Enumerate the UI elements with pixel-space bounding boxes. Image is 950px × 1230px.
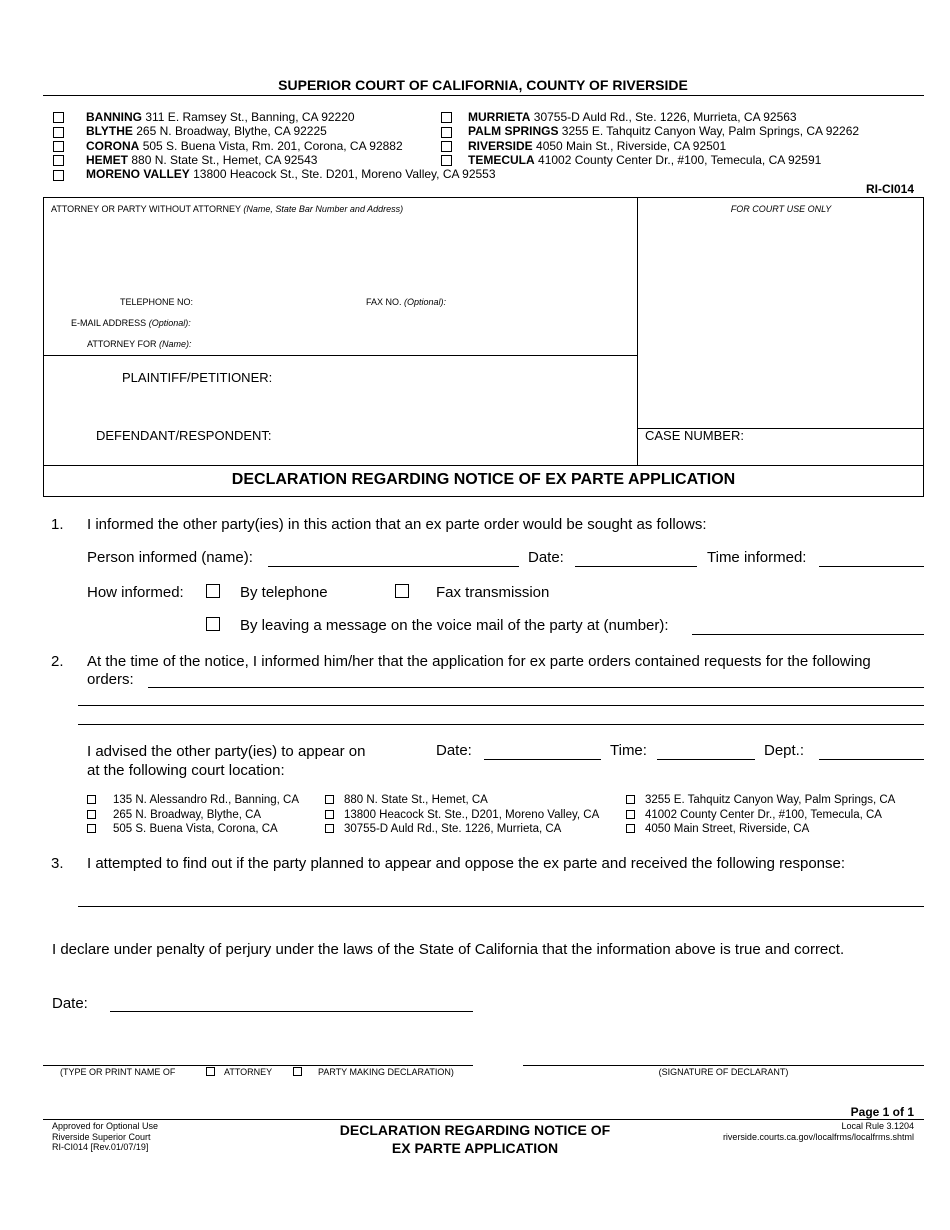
attorney-option-label: ATTORNEY bbox=[224, 1067, 273, 1077]
courthouse-right-0-checkbox[interactable] bbox=[441, 112, 452, 123]
courthouse-right-0-address: 30755-D Auld Rd., Ste. 1226, Murrieta, CA 92563 bbox=[533, 110, 797, 124]
case-number-label[interactable]: CASE NUMBER: bbox=[645, 428, 744, 443]
fax-label[interactable]: FAX NO. (Optional): bbox=[366, 297, 447, 307]
courthouse-left-1 bbox=[53, 124, 433, 138]
attorney-checkbox[interactable] bbox=[206, 1067, 215, 1076]
hearing-location-2-1-checkbox[interactable] bbox=[325, 810, 334, 819]
voicemail-checkbox[interactable] bbox=[206, 617, 220, 631]
signature-field[interactable] bbox=[523, 1065, 924, 1066]
hearing-date-field[interactable] bbox=[484, 759, 601, 760]
hearing-date-label: Date: bbox=[436, 742, 472, 759]
courthouse-left-1-checkbox[interactable] bbox=[53, 127, 64, 138]
print-name-label: (TYPE OR PRINT NAME OF bbox=[60, 1067, 176, 1077]
attorney-for-label[interactable]: ATTORNEY FOR (Name): bbox=[87, 339, 192, 349]
hearing-location-2-0-address: 880 N. State St., Hemet, CA bbox=[344, 794, 488, 806]
courthouse-left-2-checkbox[interactable] bbox=[53, 141, 64, 152]
dept-field[interactable] bbox=[819, 759, 924, 760]
courthouse-left-0 bbox=[53, 110, 433, 124]
courthouse-right-2-checkbox[interactable] bbox=[441, 141, 452, 152]
court-title: SUPERIOR COURT OF CALIFORNIA, COUNTY OF RIVERSIDE bbox=[278, 77, 688, 93]
footer-rule-ref: Local Rule 3.1204 riverside.courts.ca.gov/localfrms/localfrms.shtml bbox=[722, 1121, 914, 1142]
item2-number: 2. bbox=[51, 653, 64, 670]
hearing-location-3-2-checkbox[interactable] bbox=[626, 824, 635, 833]
hearing-location-3-2-address: 4050 Main Street, Riverside, CA bbox=[645, 823, 810, 835]
hearing-location-1-0 bbox=[87, 793, 299, 808]
courthouse-right-2 bbox=[441, 139, 921, 153]
hearing-location-3-0 bbox=[626, 793, 895, 808]
signature-label: (SIGNATURE OF DECLARANT) bbox=[658, 1067, 789, 1077]
time-informed-label: Time informed: bbox=[707, 549, 807, 566]
attorney-label: ATTORNEY OR PARTY WITHOUT ATTORNEY (Name, State Bar Number and Address) bbox=[51, 204, 404, 214]
hearing-location-1-2-checkbox[interactable] bbox=[87, 824, 96, 833]
courthouse-right-3-name: TEMECULA bbox=[468, 152, 535, 167]
hearing-location-2-2 bbox=[325, 822, 599, 837]
hearing-location-3-2 bbox=[626, 822, 895, 837]
courthouse-left-2 bbox=[53, 139, 433, 153]
hearing-location-1-1-checkbox[interactable] bbox=[87, 810, 96, 819]
page-number: Page 1 of 1 bbox=[850, 1105, 914, 1119]
courthouse-left-4-checkbox[interactable] bbox=[53, 170, 64, 181]
hearing-location-3-0-address: 3255 E. Tahquitz Canyon Way, Palm Springs, CA bbox=[645, 794, 896, 806]
courthouse-right-1-name: PALM SPRINGS bbox=[468, 124, 559, 139]
hearing-location-1-2 bbox=[87, 822, 299, 837]
approved-note: Approved for Optional Use Riverside Superior Court RI-CI014 [Rev.01/07/19] bbox=[52, 1121, 159, 1152]
email-label[interactable]: E-MAIL ADDRESS (Optional): bbox=[71, 318, 191, 328]
location-col-2 bbox=[325, 793, 599, 837]
declaration-date-field[interactable] bbox=[110, 1011, 473, 1012]
courthouse-right-0-name: MURRIETA bbox=[468, 110, 531, 124]
hearing-location-3-0-checkbox[interactable] bbox=[626, 795, 635, 804]
date-label: Date: bbox=[528, 549, 564, 566]
form-title: DECLARATION REGARDING NOTICE OF EX PARTE APPLICATION bbox=[231, 471, 736, 488]
hearing-time-label: Time: bbox=[610, 742, 647, 759]
voicemail-number-field[interactable] bbox=[692, 634, 924, 635]
telephone-label[interactable]: TELEPHONE NO: bbox=[120, 297, 194, 307]
hearing-location-2-2-checkbox[interactable] bbox=[325, 824, 334, 833]
item1-text: I informed the other party(ies) in this action that an ex parte order would be sought as follows: bbox=[87, 516, 707, 533]
courthouse-right-1-checkbox[interactable] bbox=[441, 127, 452, 138]
hearing-location-1-0-address: 135 N. Alessandro Rd., Banning, CA bbox=[113, 794, 300, 806]
orders-field-2[interactable] bbox=[78, 705, 924, 706]
advised-text: I advised the other party(ies) to appear on at the following court location: bbox=[87, 743, 366, 779]
hearing-time-field[interactable] bbox=[657, 759, 755, 760]
courthouse-right-2-name: RIVERSIDE bbox=[468, 138, 533, 153]
hearing-location-1-1 bbox=[87, 808, 299, 823]
hearing-location-2-1-address: 13800 Heacock St. Ste., D201, Moreno Valley, CA bbox=[344, 808, 600, 821]
time-informed-field[interactable] bbox=[819, 566, 924, 567]
item3-number: 3. bbox=[51, 855, 64, 872]
hearing-location-1-2-address: 505 S. Buena Vista, Corona, CA bbox=[113, 823, 278, 835]
courthouse-left-0-name: BANNING bbox=[86, 110, 142, 124]
hearing-location-2-0 bbox=[325, 793, 599, 808]
courthouse-left-2-name: CORONA bbox=[86, 138, 140, 153]
defendant-label[interactable]: DEFENDANT/RESPONDENT: bbox=[96, 428, 272, 443]
courthouse-left-0-checkbox[interactable] bbox=[53, 112, 64, 123]
date-field[interactable] bbox=[575, 566, 697, 567]
courthouse-left-3-checkbox[interactable] bbox=[53, 155, 64, 166]
party-option-label: PARTY MAKING DECLARATION) bbox=[318, 1067, 454, 1077]
courthouse-right-3 bbox=[441, 153, 921, 167]
courthouse-left-4-name: MORENO VALLEY bbox=[86, 167, 190, 182]
courthouse-right-2-address: 4050 Main St., Riverside, CA 92501 bbox=[536, 138, 727, 153]
telephone-option-label: By telephone bbox=[240, 584, 328, 601]
fax-option-label: Fax transmission bbox=[436, 584, 550, 601]
footer-rule bbox=[43, 1119, 924, 1120]
hearing-location-2-0-checkbox[interactable] bbox=[325, 795, 334, 804]
courthouse-right-1 bbox=[441, 124, 921, 138]
how-informed-label: How informed: bbox=[87, 584, 184, 601]
courthouse-left-3 bbox=[53, 153, 433, 167]
plaintiff-label[interactable]: PLAINTIFF/PETITIONER: bbox=[122, 370, 273, 385]
response-field[interactable] bbox=[78, 906, 924, 907]
footer-title: DECLARATION REGARDING NOTICE OF EX PARTE APPLICATION bbox=[339, 1122, 611, 1156]
courthouse-left-3-name: HEMET bbox=[86, 152, 128, 167]
courthouse-left-2-address: 505 S. Buena Vista, Rm. 201, Corona, CA 92882 bbox=[142, 138, 403, 153]
courthouse-left-1-address: 265 N. Broadway, Blythe, CA 92225 bbox=[136, 124, 327, 139]
location-col-3 bbox=[626, 793, 895, 837]
courthouse-left-4 bbox=[53, 167, 496, 182]
location-col-1 bbox=[87, 793, 299, 837]
item3-text: I attempted to find out if the party planned to appear and oppose the ex parte and received the following response: bbox=[87, 855, 846, 872]
hearing-location-3-1 bbox=[626, 808, 895, 823]
courthouse-right-0 bbox=[441, 110, 921, 124]
header-rule bbox=[43, 95, 924, 96]
courthouse-left-3-address: 880 N. State St., Hemet, CA 92543 bbox=[131, 152, 318, 167]
hearing-location-2-1 bbox=[325, 808, 599, 823]
telephone-checkbox[interactable] bbox=[206, 584, 220, 598]
form-id: RI-CI014 bbox=[865, 182, 914, 196]
courthouse-right-3-address: 41002 County Center Dr., #100, Temecula, CA 92591 bbox=[538, 152, 822, 167]
courthouse-left-4-address: 13800 Heacock St., Ste. D201, Moreno Valley, CA 92553 bbox=[193, 167, 496, 182]
party-checkbox[interactable] bbox=[293, 1067, 302, 1076]
hearing-location-2-2-address: 30755-D Auld Rd., Ste. 1226, Murrieta, CA bbox=[344, 823, 562, 835]
dept-label: Dept.: bbox=[764, 742, 805, 759]
hearing-location-1-0-checkbox[interactable] bbox=[87, 795, 96, 804]
hearing-location-3-1-checkbox[interactable] bbox=[626, 810, 635, 819]
declaration-text: I declare under penalty of perjury under the laws of the State of California that the information above is true and correct. bbox=[52, 941, 845, 958]
hearing-location-3-1-address: 41002 County Center Dr., #100, Temecula, CA bbox=[645, 808, 882, 821]
hearing-location-1-1-address: 265 N. Broadway, Blythe, CA bbox=[113, 808, 262, 821]
courthouse-right-3-checkbox[interactable] bbox=[441, 155, 452, 166]
voicemail-option-label: By leaving a message on the voice mail of the party at (number): bbox=[240, 617, 669, 634]
print-name-field[interactable] bbox=[43, 1065, 473, 1066]
declaration-date-label: Date: bbox=[52, 995, 88, 1012]
court-use-label: FOR COURT USE ONLY bbox=[730, 204, 832, 214]
courthouse-left-1-name: BLYTHE bbox=[86, 124, 133, 139]
courthouse-right-1-address: 3255 E. Tahquitz Canyon Way, Palm Springs, CA 92262 bbox=[561, 124, 860, 139]
person-informed-label: Person informed (name): bbox=[87, 549, 253, 566]
orders-field-1[interactable] bbox=[148, 687, 924, 688]
orders-field-3[interactable] bbox=[78, 724, 924, 725]
person-informed-field[interactable] bbox=[268, 566, 519, 567]
fax-checkbox[interactable] bbox=[395, 584, 409, 598]
courthouse-left-0-address: 311 E. Ramsey St., Banning, CA 92220 bbox=[145, 110, 355, 124]
item1-number: 1. bbox=[51, 516, 64, 533]
item2-text: At the time of the notice, I informed him/her that the application for ex parte orders contained requests for the following orders: bbox=[87, 653, 871, 688]
